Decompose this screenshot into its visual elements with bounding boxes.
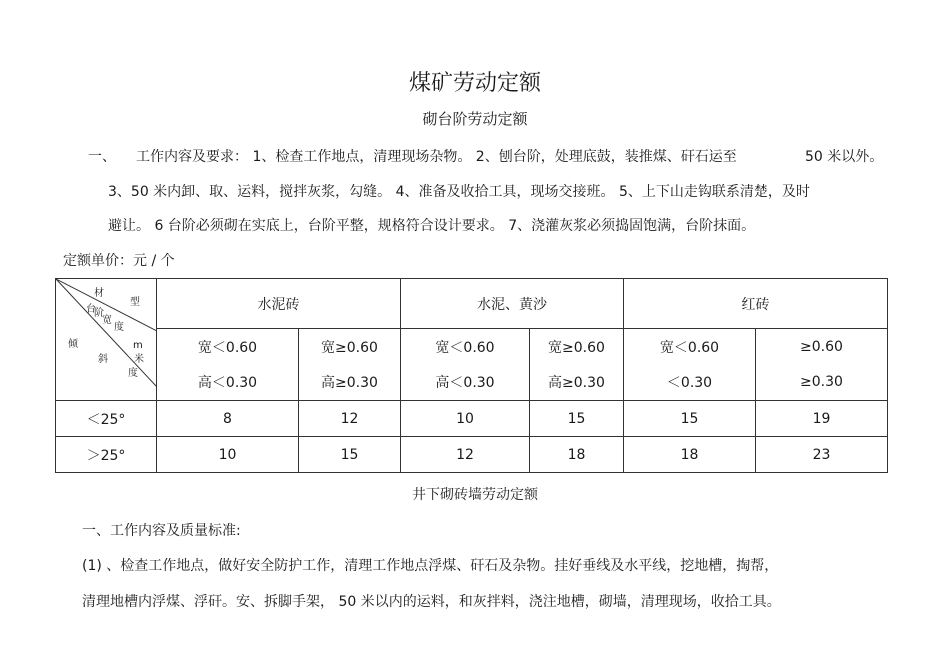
diag-label: 宽: [102, 315, 112, 326]
diag-label: m: [133, 340, 143, 351]
diag-label: 型: [130, 297, 140, 308]
quota-table: [55, 278, 888, 473]
diag-label: 阶: [94, 308, 104, 319]
table-cell: 15: [624, 401, 756, 437]
row-label: ＜25°: [56, 401, 157, 437]
diag-label: 材: [94, 288, 104, 299]
table-cell: 18: [624, 437, 756, 473]
paragraph-line: 工作内容及要求： 1、检查工作地点，清理现场杂物。 2、刨台阶，处理底鼓，装推煤、矸石运至: [136, 149, 737, 165]
paragraph-line: 3、50 米内卸、取、运料，搅拌灰浆，勾缝。 4、准备及收拾工具，现场交接班。 5、上下山走钩联系清楚，及时: [108, 184, 810, 200]
paragraph-line: (1) 、检查工作地点，做好安全防护工作，清理工作地点浮煤、矸石及杂物。挂好垂线及水平线，挖地槽，掏帮，: [82, 558, 779, 574]
table-cell: 15: [530, 401, 624, 437]
paragraph-line: 避让。 6 台阶必须砌在实底上，台阶平整，规格符合设计要求。 7、浇灌灰浆必须捣固饱满，台阶抹面。: [108, 218, 756, 234]
group-header: 水泥、黄沙: [401, 279, 624, 329]
sub-header-top: 宽≥0.60: [548, 339, 605, 356]
sub-header-bottom: 高＜0.30: [197, 375, 258, 392]
group-header: 红砖: [624, 279, 888, 329]
table-cell: 23: [756, 437, 888, 473]
unit-price-label: 定额单价：元 / 个: [63, 253, 175, 269]
sub-header: [530, 329, 624, 401]
diag-label: 倾: [68, 339, 78, 350]
sub-header-bottom: ≥0.30: [800, 374, 843, 391]
table-cell: 19: [756, 401, 888, 437]
sub-header-top: 宽≥0.60: [321, 339, 378, 356]
diag-label: 台: [86, 304, 96, 315]
sub-header-top: 宽＜0.60: [435, 339, 495, 356]
paragraph-line-tail: 50 米以外。: [805, 149, 884, 165]
sub-header: [299, 329, 401, 401]
table-cell: 10: [157, 437, 299, 473]
sub-header-bottom: ＜0.30: [666, 375, 713, 392]
diag-label: 度: [128, 368, 138, 379]
table-cell: 18: [530, 437, 624, 473]
table-cell: 12: [401, 437, 530, 473]
diag-label: 度: [114, 322, 124, 333]
sub-header-top: 宽＜0.60: [659, 339, 720, 356]
paragraph-number: 一、: [88, 149, 116, 165]
section-heading: 一、工作内容及质量标准:: [82, 523, 241, 539]
table-cell: 10: [401, 401, 530, 437]
table-cell: 12: [299, 401, 401, 437]
row-label: ＞25°: [56, 437, 157, 473]
sub-header-top: 宽＜0.60: [197, 339, 258, 356]
sub-header: [157, 329, 299, 401]
sub-header-bottom: 高＜0.30: [435, 375, 495, 392]
section-title: 砌台阶劳动定额: [422, 110, 528, 128]
sub-header: [756, 329, 888, 401]
sub-header-bottom: 高≥0.30: [321, 375, 378, 392]
diag-label: 米: [134, 354, 144, 365]
diagonal-header-cell: [56, 279, 157, 401]
diag-label: 斜: [98, 354, 108, 365]
table-row: [56, 437, 888, 473]
sub-header: [401, 329, 530, 401]
section-title: 井下砌砖墙劳动定额: [412, 487, 538, 503]
table-row: [56, 401, 888, 437]
sub-header-top: ≥0.60: [800, 338, 843, 355]
paragraph-line: 清理地槽内浮煤、浮矸。安、拆脚手架， 50 米以内的运料，和灰拌料，浇注地槽，砌墙，清理现场，收拾工具。: [82, 594, 781, 610]
document-title: 煤矿劳动定额: [408, 71, 541, 96]
sub-header: [624, 329, 756, 401]
table-cell: 8: [157, 401, 299, 437]
group-header: 水泥砖: [157, 279, 401, 329]
table-cell: 15: [299, 437, 401, 473]
sub-header-bottom: 高≥0.30: [548, 375, 605, 392]
